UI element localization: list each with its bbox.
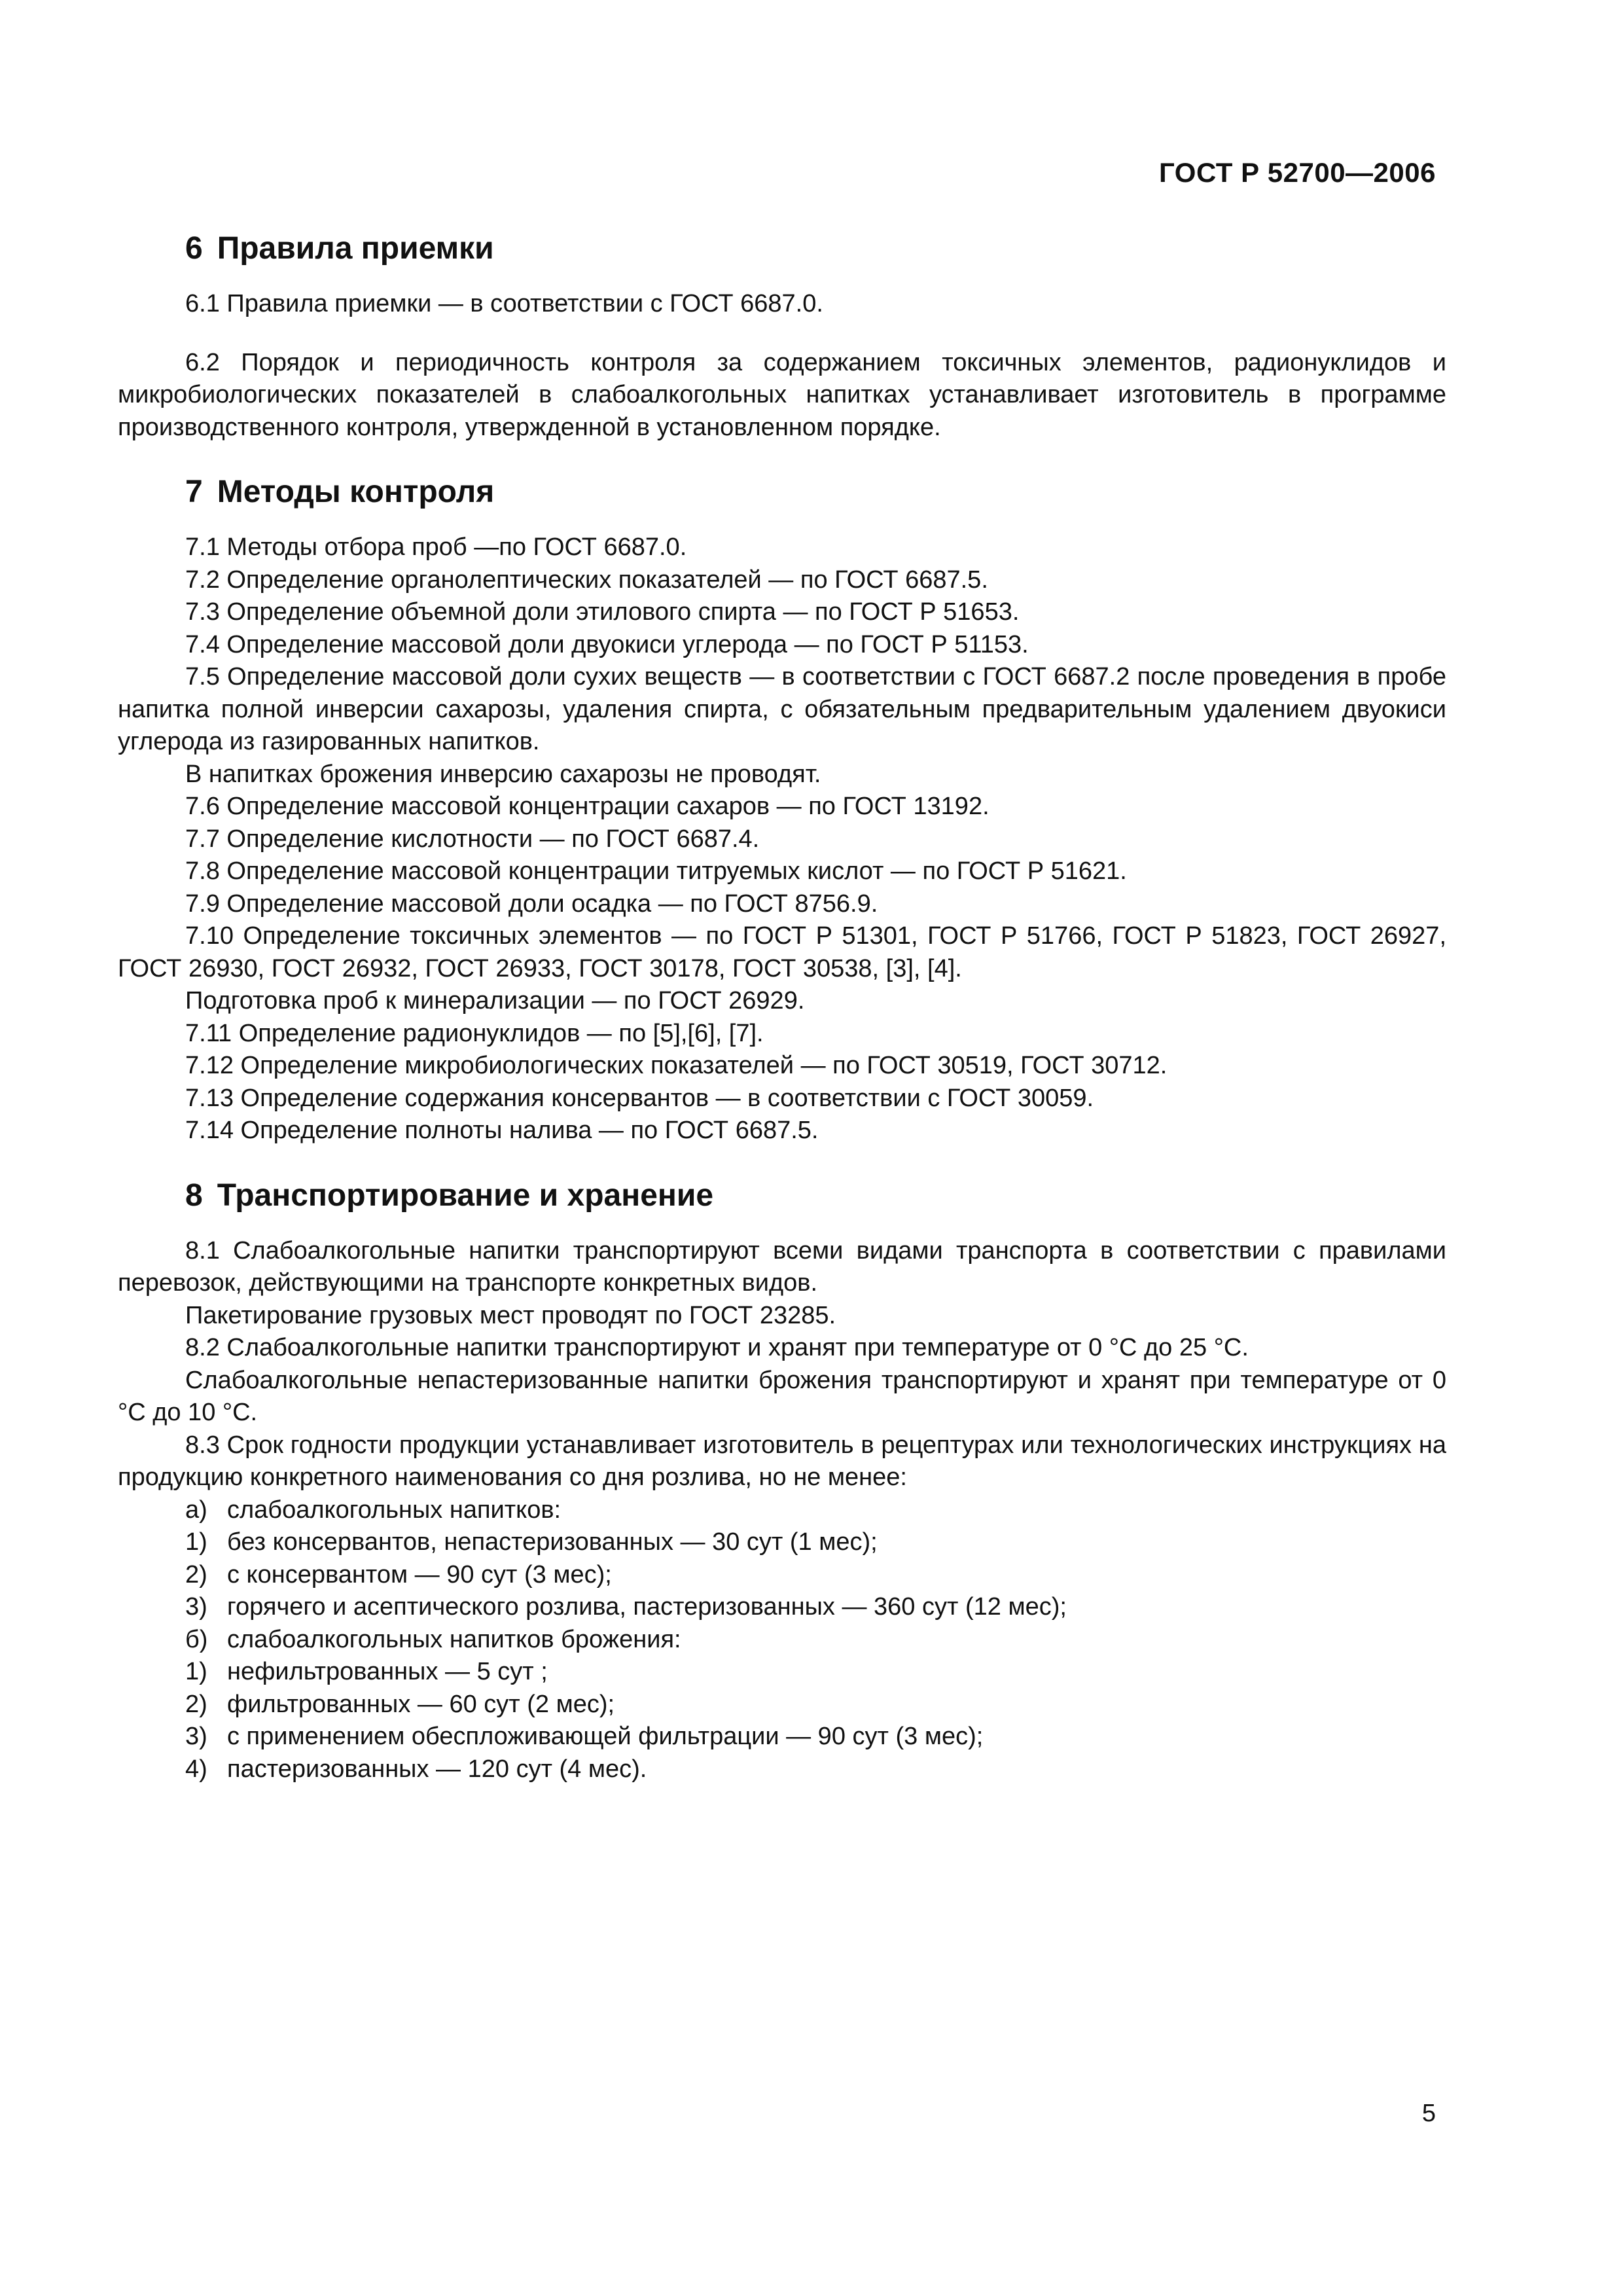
- paragraph: 7.9 Определение массовой доли осадка — по ГОСТ 8756.9.: [185, 889, 878, 918]
- list-item: [118, 1656, 1446, 1689]
- paragraph: 8.2 Слабоалкогольные напитки транспортируют и хранят при температуре от 0 °С до 25 °С.: [185, 1334, 1249, 1361]
- list-item: [118, 1689, 1446, 1721]
- list-marker: 1): [185, 1658, 207, 1685]
- document-body: [118, 229, 1446, 1785]
- paragraph: 7.4 Определение массовой доли двуокиси углерода — по ГОСТ Р 51153.: [185, 630, 1029, 658]
- paragraph: 7.11 Определение радионуклидов — по [5],[6], [7].: [185, 1019, 764, 1047]
- list-item: [118, 1559, 1446, 1592]
- list-item-text: фильтрованных — 60 сут (2 мес);: [227, 1690, 615, 1718]
- list-item: [118, 1721, 1446, 1753]
- list-item-text: нефильтрованных — 5 сут ;: [227, 1658, 548, 1685]
- list-item: [118, 1494, 1446, 1527]
- paragraph: 7.5 Определение массовой доли сухих веществ — в соответствии с ГОСТ 6687.2 после проведения в пробе напитка полной инверсии сахарозы, удаления спирта, с обязательным предварительным удалением двуокиси углерода из газированных напитков.: [118, 663, 1446, 755]
- list-marker: б): [185, 1625, 208, 1653]
- section-heading-7: [118, 473, 1446, 512]
- paragraph: 8.1 Слабоалкогольные напитки транспортируют всеми видами транспорта в соответствии с правилами перевозок, действующими на транспорте конкретных видов.: [118, 1236, 1446, 1297]
- list-item-text: с применением обеспложивающей фильтрации — 90 сут (3 мес);: [227, 1723, 984, 1750]
- paragraph: 8.3 Срок годности продукции устанавливает изготовитель в рецептурах или технологических инструкциях на продукцию конкретного наименования со дня розлива, но не менее:: [118, 1431, 1446, 1491]
- list-marker: а): [185, 1496, 207, 1524]
- list-marker: 3): [185, 1723, 207, 1750]
- paragraph: Подготовка проб к минерализации — по ГОСТ 26929.: [185, 987, 805, 1014]
- section-number: 6: [185, 231, 203, 266]
- paragraph: В напитках брожения инверсию сахарозы не проводят.: [185, 760, 821, 788]
- section-title: Правила приемки: [217, 231, 494, 266]
- list-marker: 3): [185, 1593, 207, 1621]
- document-code: ГОСТ Р 52700—2006: [1159, 157, 1436, 188]
- paragraph: 7.6 Определение массовой концентрации сахаров — по ГОСТ 13192.: [185, 793, 990, 820]
- list-marker: 1): [185, 1528, 207, 1556]
- paragraph: 7.12 Определение микробиологических показателей — по ГОСТ 30519, ГОСТ 30712.: [185, 1052, 1168, 1079]
- list-item-text: слабоалкогольных напитков брожения:: [227, 1625, 681, 1653]
- list-item-text: пастеризованных — 120 сут (4 мес).: [227, 1755, 647, 1783]
- list-item-text: без консервантов, непастеризованных — 30 сут (1 мес);: [227, 1528, 878, 1556]
- section-title: Транспортирование и хранение: [217, 1177, 714, 1213]
- paragraph: 7.8 Определение массовой концентрации титруемых кислот — по ГОСТ Р 51621.: [185, 857, 1127, 885]
- paragraph: 6.2 Порядок и периодичность контроля за содержанием токсичных элементов, радионуклидов и микробиологических показателей в слабоалкогольных напитках устанавливает изготовитель в программе производственного контроля, утвержденной в установленном порядке.: [118, 348, 1446, 441]
- list-marker: 2): [185, 1560, 207, 1588]
- section-number: 7: [185, 475, 203, 509]
- paragraph: Пакетирование грузовых мест проводят по ГОСТ 23285.: [185, 1301, 836, 1329]
- list-item: [118, 1753, 1446, 1786]
- paragraph: 7.7 Определение кислотности — по ГОСТ 6687.4.: [185, 825, 760, 853]
- list-marker: 2): [185, 1690, 207, 1718]
- paragraph: 7.13 Определение содержания консервантов — в соответствии с ГОСТ 30059.: [185, 1084, 1094, 1112]
- list-item: [118, 1526, 1446, 1559]
- section-title: Методы контроля: [217, 475, 495, 509]
- paragraph: 7.10 Определение токсичных элементов — по ГОСТ Р 51301, ГОСТ Р 51766, ГОСТ Р 51823, ГОСТ 26927, ГОСТ 26930, ГОСТ 26932, ГОСТ 26933, ГОСТ 30178, ГОСТ 30538, [3], [4].: [118, 922, 1446, 982]
- section-number: 8: [185, 1177, 203, 1213]
- section-heading-8: [118, 1176, 1446, 1215]
- paragraph: 7.3 Определение объемной доли этилового спирта — по ГОСТ Р 51653.: [185, 598, 1020, 626]
- list-item-text: слабоалкогольных напитков:: [227, 1496, 562, 1524]
- list-marker: 4): [185, 1755, 207, 1783]
- paragraph: 7.14 Определение полноты налива — по ГОСТ 6687.5.: [185, 1117, 819, 1144]
- paragraph: Слабоалкогольные непастеризованные напитки брожения транспортируют и хранят при температуре от 0 °С до 10 °С.: [118, 1366, 1446, 1426]
- list-item-text: с консервантом — 90 сут (3 мес);: [227, 1560, 612, 1588]
- paragraph: 7.1 Методы отбора проб —по ГОСТ 6687.0.: [185, 533, 687, 561]
- shelf-life-list: [118, 1494, 1446, 1786]
- list-item-text: горячего и асептического розлива, пастеризованных — 360 сут (12 мес);: [227, 1593, 1067, 1621]
- paragraph: 6.1 Правила приемки — в соответствии с ГОСТ 6687.0.: [185, 290, 823, 317]
- page-number: 5: [1421, 2100, 1436, 2127]
- paragraph: 7.2 Определение органолептических показателей — по ГОСТ 6687.5.: [185, 565, 988, 594]
- section-heading-6: [118, 229, 1446, 268]
- list-item: [118, 1591, 1446, 1624]
- list-item: [118, 1624, 1446, 1657]
